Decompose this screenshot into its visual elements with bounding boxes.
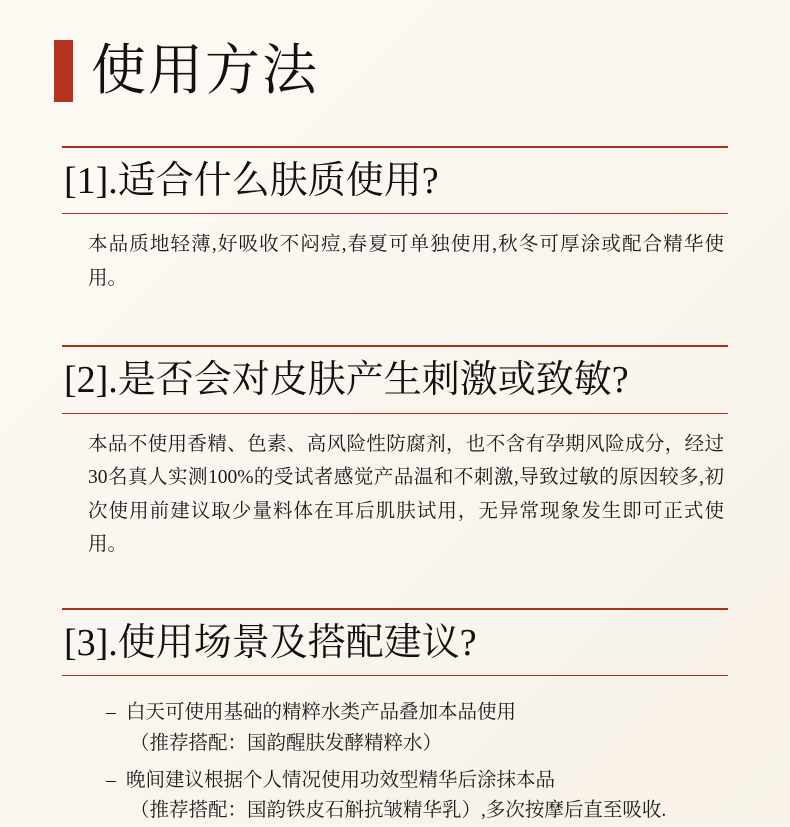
spacer-after-section-1: [40, 295, 750, 345]
list-item-body: [126, 698, 724, 760]
section-2-paragraph: 本品不使用香精、色素、高风险性防腐剂，也不含有孕期风险成分，经过30名真人实测100%的受试者感觉产品温和不刺激,导致过敏的原因较多,初次使用前建议取少量料体在耳后肌肤试用，无异常现象发生即可正式使用。: [88, 433, 724, 556]
list-item: [106, 766, 724, 827]
section-2: [62, 345, 728, 561]
list-item-sub: （推荐搭配：国韵铁皮石斛抗皱精华乳）,多次按摩后直至吸收.: [130, 800, 667, 822]
bullet-marker: –: [106, 702, 116, 724]
section-3-heading: [3].使用场景及搭配建议?: [64, 621, 477, 664]
spacer-after-section-2: [40, 562, 750, 608]
section-1-heading: [1].适合什么肤质使用?: [64, 160, 439, 202]
section-1-paragraph: 本品质地轻薄,好吸收不闷痘,春夏可单独使用,秋冬可厚涂或配合精华使用。: [88, 234, 724, 289]
page-title: 使用方法: [91, 40, 320, 102]
list-item-main: 白天可使用基础的精粹水类产品叠加本品使用: [126, 702, 517, 724]
list-item-sub: （推荐搭配：国韵醒肤发酵精粹水）: [130, 732, 443, 754]
bullet-marker: –: [106, 769, 116, 791]
title-accent-bar: [54, 40, 73, 102]
list-item-main: 晚间建议根据个人情况使用功效型精华后涂抹本品: [126, 769, 556, 791]
list-item: [106, 698, 724, 760]
spacer-after-title: [40, 102, 750, 146]
section-1: [62, 146, 728, 295]
section-2-heading: [2].是否会对皮肤产生刺激或致敏?: [64, 359, 629, 402]
section-3-bullet-list: [62, 676, 728, 827]
list-item-body: [126, 766, 724, 827]
section-3: [62, 608, 728, 827]
page-title-row: [40, 0, 750, 102]
